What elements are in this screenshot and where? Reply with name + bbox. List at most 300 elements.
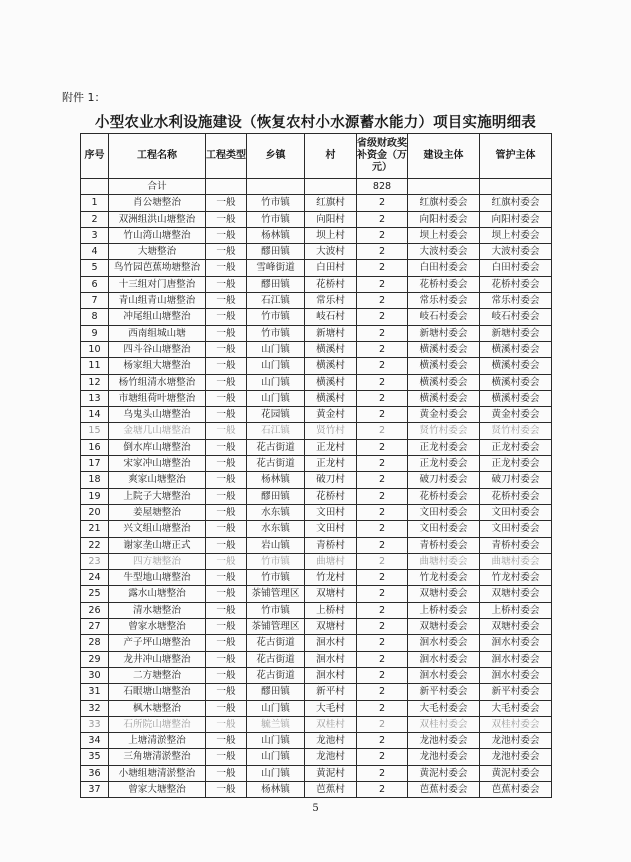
builder: 芭蕉村委会 [408,781,480,797]
header-maintainer: 管护主体 [480,134,552,179]
project-type: 一般 [206,716,247,732]
table-row [81,700,552,716]
table-row [81,619,552,635]
project-name: 十三组对门唐整治 [109,276,206,292]
project-type: 一般 [206,374,247,390]
project-name: 石眼塘山塘整治 [109,684,206,700]
project-type: 一般 [206,651,247,667]
project-name: 产子坪山塘整治 [109,635,206,651]
village: 红旗村 [305,195,357,211]
funding-amount: 2 [357,227,408,243]
header-project-type: 工程类型 [206,134,247,179]
total-amount: 828 [357,179,408,195]
table-row [81,276,552,292]
village: 文田村 [305,504,357,520]
project-name: 爽家山塘整治 [109,472,206,488]
builder: 花桥村委会 [408,276,480,292]
project-name: 青山组青山塘整治 [109,293,206,309]
village: 白田村 [305,260,357,276]
builder: 横溪村委会 [408,358,480,374]
maintainer: 新塘村委会 [480,325,552,341]
project-type: 一般 [206,749,247,765]
project-name: 杨竹组清水塘整治 [109,374,206,390]
maintainer: 文田村委会 [480,521,552,537]
project-name: 兴文组山塘整治 [109,521,206,537]
township: 花古街道 [247,439,305,455]
village: 常乐村 [305,293,357,309]
village: 上桥村 [305,602,357,618]
table-header-row [81,134,552,179]
builder: 上桥村委会 [408,602,480,618]
project-type: 一般 [206,553,247,569]
funding-amount: 2 [357,781,408,797]
builder: 双桂村委会 [408,716,480,732]
project-type: 一般 [206,635,247,651]
project-name: 三角塘清淤整治 [109,749,206,765]
row-index: 12 [81,374,109,390]
table-row [81,260,552,276]
table-row [81,358,552,374]
row-index: 35 [81,749,109,765]
row-index: 27 [81,619,109,635]
project-type: 一般 [206,260,247,276]
builder: 洄水村委会 [408,635,480,651]
row-index: 20 [81,504,109,520]
village: 横溪村 [305,341,357,357]
row-index: 9 [81,325,109,341]
maintainer: 正龙村委会 [480,439,552,455]
maintainer: 贤竹村委会 [480,423,552,439]
funding-amount: 2 [357,488,408,504]
builder: 贤竹村委会 [408,423,480,439]
table-row [81,602,552,618]
row-index: 24 [81,570,109,586]
builder: 龙池村委会 [408,749,480,765]
builder: 大波村委会 [408,244,480,260]
maintainer: 坝上村委会 [480,227,552,243]
village: 岐石村 [305,309,357,325]
funding-amount: 2 [357,651,408,667]
table-row [81,227,552,243]
funding-amount: 2 [357,700,408,716]
header-project-name: 工程名称 [109,134,206,179]
project-name: 杨家组大塘整治 [109,358,206,374]
project-name: 四方塘整治 [109,553,206,569]
builder: 竹龙村委会 [408,570,480,586]
header-index: 序号 [81,134,109,179]
funding-amount: 2 [357,423,408,439]
village: 横溪村 [305,374,357,390]
maintainer: 竹龙村委会 [480,570,552,586]
project-name: 谢家垄山塘正式 [109,537,206,553]
table-row [81,472,552,488]
table-row [81,407,552,423]
village: 正龙村 [305,456,357,472]
funding-amount: 2 [357,733,408,749]
table-row [81,586,552,602]
row-index: 10 [81,341,109,357]
project-name: 露水山塘整治 [109,586,206,602]
project-name: 竹山湾山塘整治 [109,227,206,243]
row-index: 4 [81,244,109,260]
table-row [81,390,552,406]
builder: 横溪村委会 [408,390,480,406]
project-type: 一般 [206,325,247,341]
row-index: 8 [81,309,109,325]
village: 新塘村 [305,325,357,341]
row-index: 28 [81,635,109,651]
township: 花古街道 [247,456,305,472]
table-row [81,570,552,586]
table-row [81,488,552,504]
funding-amount: 2 [357,619,408,635]
row-index: 13 [81,390,109,406]
project-name: 枫木塘整治 [109,700,206,716]
project-type: 一般 [206,602,247,618]
maintainer: 白田村委会 [480,260,552,276]
funding-amount: 2 [357,260,408,276]
project-type: 一般 [206,765,247,781]
funding-amount: 2 [357,358,408,374]
table-row [81,765,552,781]
table-row [81,374,552,390]
project-name: 石所院山塘整治 [109,716,206,732]
table-row [81,325,552,341]
project-type: 一般 [206,309,247,325]
maintainer: 正龙村委会 [480,456,552,472]
maintainer: 青桥村委会 [480,537,552,553]
row-index: 16 [81,439,109,455]
project-type: 一般 [206,456,247,472]
project-type: 一般 [206,586,247,602]
township: 水东镇 [247,521,305,537]
maintainer: 横溪村委会 [480,358,552,374]
table-row [81,733,552,749]
village: 洄水村 [305,667,357,683]
total-label: 合计 [109,179,206,195]
project-name: 清水塘整治 [109,602,206,618]
table-row [81,781,552,797]
village: 洄水村 [305,651,357,667]
builder: 龙池村委会 [408,733,480,749]
maintainer: 红旗村委会 [480,195,552,211]
funding-amount: 2 [357,407,408,423]
builder: 花桥村委会 [408,488,480,504]
project-name: 肖公塘整治 [109,195,206,211]
village: 龙池村 [305,749,357,765]
funding-amount: 2 [357,244,408,260]
village: 正龙村 [305,439,357,455]
total-empty-cell [206,179,247,195]
project-name: 乌鬼头山塘整治 [109,407,206,423]
header-builder: 建设主体 [408,134,480,179]
project-type: 一般 [206,504,247,520]
project-name: 金塘几山塘整治 [109,423,206,439]
builder: 常乐村委会 [408,293,480,309]
row-index: 7 [81,293,109,309]
village: 黄金村 [305,407,357,423]
maintainer: 新平村委会 [480,684,552,700]
township: 醪田镇 [247,276,305,292]
township: 雪峰街道 [247,260,305,276]
project-type: 一般 [206,439,247,455]
builder: 正龙村委会 [408,456,480,472]
row-index: 32 [81,700,109,716]
builder: 向阳村委会 [408,211,480,227]
maintainer: 曲塘村委会 [480,553,552,569]
attachment-label: 附件 1： [62,91,106,104]
maintainer: 黄金村委会 [480,407,552,423]
page-title: 小型农业水利设施建设（恢复农村小水源蓄水能力）项目实施明细表 [95,115,536,131]
village: 双塘村 [305,619,357,635]
funding-amount: 2 [357,374,408,390]
project-type: 一般 [206,341,247,357]
funding-amount: 2 [357,341,408,357]
project-name: 宋家冲山塘整治 [109,456,206,472]
township: 花古街道 [247,635,305,651]
township: 石江镇 [247,423,305,439]
funding-amount: 2 [357,472,408,488]
table-row [81,651,552,667]
table-row [81,504,552,520]
row-index: 15 [81,423,109,439]
project-name: 上塘清淤整治 [109,733,206,749]
table-row [81,341,552,357]
row-index: 18 [81,472,109,488]
township: 杨林镇 [247,781,305,797]
township: 竹市镇 [247,309,305,325]
project-name: 牛型地山塘整治 [109,570,206,586]
township: 竹市镇 [247,570,305,586]
project-type: 一般 [206,358,247,374]
township: 山门镇 [247,700,305,716]
row-index: 19 [81,488,109,504]
project-type: 一般 [206,227,247,243]
maintainer: 芭蕉村委会 [480,781,552,797]
project-name: 龙井冲山塘整治 [109,651,206,667]
township: 岩山镇 [247,537,305,553]
township: 石江镇 [247,293,305,309]
village: 黄泥村 [305,765,357,781]
row-index: 1 [81,195,109,211]
row-index: 30 [81,667,109,683]
project-name: 曾家水塘整治 [109,619,206,635]
project-name: 四斗谷山塘整治 [109,341,206,357]
project-type: 一般 [206,488,247,504]
funding-amount: 2 [357,716,408,732]
row-index: 14 [81,407,109,423]
project-name: 二方塘整治 [109,667,206,683]
township: 山门镇 [247,749,305,765]
funding-amount: 2 [357,293,408,309]
maintainer: 破刀村委会 [480,472,552,488]
builder: 横溪村委会 [408,341,480,357]
township: 花古街道 [247,667,305,683]
project-type: 一般 [206,390,247,406]
header-township: 乡镇 [247,134,305,179]
project-type: 一般 [206,276,247,292]
project-name: 冲尾组山塘整治 [109,309,206,325]
header-funding: 省级财政奖补资金（万元） [357,134,408,179]
table-row [81,521,552,537]
project-type: 一般 [206,667,247,683]
township: 山门镇 [247,358,305,374]
funding-amount: 2 [357,537,408,553]
row-index: 17 [81,456,109,472]
funding-amount: 2 [357,211,408,227]
funding-amount: 2 [357,553,408,569]
village: 贤竹村 [305,423,357,439]
maintainer: 花桥村委会 [480,488,552,504]
row-index: 29 [81,651,109,667]
township: 山门镇 [247,765,305,781]
funding-amount: 2 [357,456,408,472]
township: 杨林镇 [247,472,305,488]
village: 洄水村 [305,635,357,651]
project-name: 上院子大塘整治 [109,488,206,504]
project-name: 鸟竹园芭蕉坳塘整治 [109,260,206,276]
maintainer: 上桥村委会 [480,602,552,618]
village: 双塘村 [305,586,357,602]
project-name: 西南组城山塘 [109,325,206,341]
builder: 黄泥村委会 [408,765,480,781]
table-row [81,293,552,309]
builder: 新塘村委会 [408,325,480,341]
township: 茶铺管理区 [247,619,305,635]
table-row [81,195,552,211]
builder: 破刀村委会 [408,472,480,488]
maintainer: 文田村委会 [480,504,552,520]
village: 向阳村 [305,211,357,227]
township: 竹市镇 [247,553,305,569]
row-index: 2 [81,211,109,227]
builder: 大毛村委会 [408,700,480,716]
township: 竹市镇 [247,211,305,227]
maintainer: 花桥村委会 [480,276,552,292]
builder: 洄水村委会 [408,667,480,683]
project-type: 一般 [206,195,247,211]
township: 醪田镇 [247,244,305,260]
builder: 红旗村委会 [408,195,480,211]
builder: 双塘村委会 [408,619,480,635]
project-type: 一般 [206,293,247,309]
builder: 坝上村委会 [408,227,480,243]
total-row [81,179,552,195]
village: 花桥村 [305,488,357,504]
maintainer: 横溪村委会 [480,390,552,406]
builder: 文田村委会 [408,504,480,520]
funding-amount: 2 [357,439,408,455]
row-index: 25 [81,586,109,602]
total-empty-cell [408,179,480,195]
header-village: 村 [305,134,357,179]
township: 醪田镇 [247,488,305,504]
row-index: 11 [81,358,109,374]
row-index: 36 [81,765,109,781]
maintainer: 向阳村委会 [480,211,552,227]
maintainer: 大毛村委会 [480,700,552,716]
builder: 曲塘村委会 [408,553,480,569]
township: 杨林镇 [247,227,305,243]
builder: 文田村委会 [408,521,480,537]
village: 横溪村 [305,390,357,406]
funding-amount: 2 [357,602,408,618]
village: 文田村 [305,521,357,537]
row-index: 33 [81,716,109,732]
table-row [81,749,552,765]
row-index: 31 [81,684,109,700]
project-type: 一般 [206,733,247,749]
township: 花古街道 [247,651,305,667]
funding-amount: 2 [357,667,408,683]
maintainer: 岐石村委会 [480,309,552,325]
township: 水东镇 [247,504,305,520]
project-type: 一般 [206,684,247,700]
funding-amount: 2 [357,521,408,537]
village: 芭蕉村 [305,781,357,797]
funding-amount: 2 [357,309,408,325]
maintainer: 双桂村委会 [480,716,552,732]
project-type: 一般 [206,472,247,488]
builder: 新平村委会 [408,684,480,700]
project-type: 一般 [206,537,247,553]
maintainer: 洄水村委会 [480,651,552,667]
row-index: 6 [81,276,109,292]
maintainer: 双塘村委会 [480,586,552,602]
funding-amount: 2 [357,684,408,700]
village: 青桥村 [305,537,357,553]
builder: 黄金村委会 [408,407,480,423]
project-type: 一般 [206,781,247,797]
builder: 横溪村委会 [408,374,480,390]
project-detail-table [80,133,552,798]
project-name: 曾家大塘整治 [109,781,206,797]
row-index: 5 [81,260,109,276]
village: 破刀村 [305,472,357,488]
table-row [81,309,552,325]
project-type: 一般 [206,619,247,635]
row-index: 21 [81,521,109,537]
table-row [81,684,552,700]
project-type: 一般 [206,570,247,586]
project-type: 一般 [206,521,247,537]
township: 醪田镇 [247,684,305,700]
builder: 双塘村委会 [408,586,480,602]
maintainer: 大波村委会 [480,244,552,260]
township: 竹市镇 [247,325,305,341]
township: 竹市镇 [247,195,305,211]
row-index: 22 [81,537,109,553]
project-type: 一般 [206,244,247,260]
funding-amount: 2 [357,276,408,292]
table-row [81,716,552,732]
table-row [81,537,552,553]
row-index: 23 [81,553,109,569]
funding-amount: 2 [357,765,408,781]
maintainer: 横溪村委会 [480,341,552,357]
project-name: 倒水库山塘整治 [109,439,206,455]
funding-amount: 2 [357,195,408,211]
township: 山门镇 [247,341,305,357]
village: 龙池村 [305,733,357,749]
maintainer: 洄水村委会 [480,635,552,651]
builder: 洄水村委会 [408,651,480,667]
township: 竹市镇 [247,602,305,618]
table-row [81,635,552,651]
project-name: 双洲组洪山塘整治 [109,211,206,227]
builder: 白田村委会 [408,260,480,276]
builder: 青桥村委会 [408,537,480,553]
